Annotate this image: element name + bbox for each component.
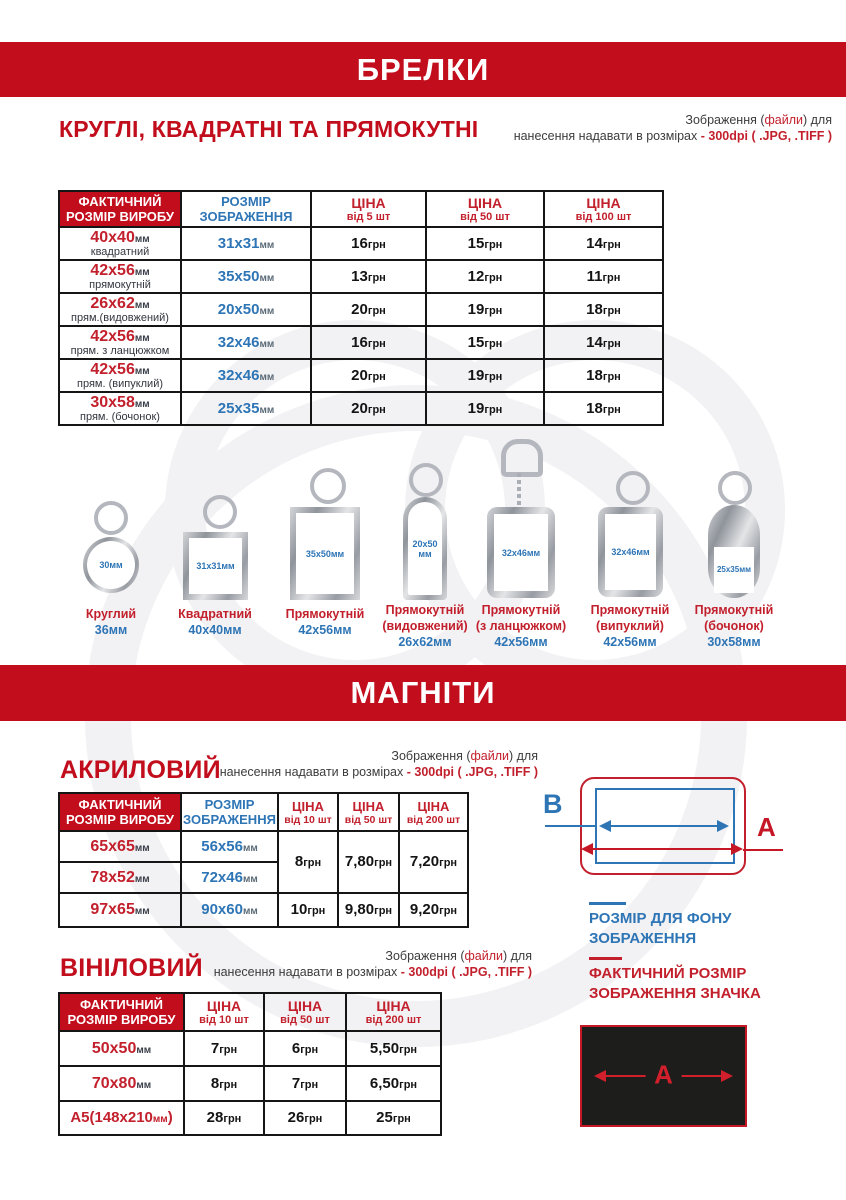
file-requirements-note-keychains: [472, 112, 832, 144]
keychains-banner-title: БРЕЛКИ: [356, 52, 490, 87]
header-image-size: РОЗМІР ЗОБРАЖЕННЯ: [181, 191, 311, 227]
cell-actual-size: 65x65мм: [59, 831, 181, 862]
cell-price: 18грн: [544, 293, 663, 326]
table-row: [59, 392, 663, 425]
inner-size-label: 32x46мм: [501, 547, 541, 558]
cell-price: 14грн: [544, 227, 663, 260]
cell-actual-size: 40x40мм квадратний: [59, 227, 181, 260]
file-requirements-note-acrylic: [218, 748, 538, 780]
legend-background-size: РОЗМІР ДЛЯ ФОНУ ЗОБРАЖЕННЯ: [589, 910, 732, 947]
cell-price: 13грн: [311, 260, 426, 293]
header-price-qty10: ЦІНА від 10 шт: [278, 793, 338, 831]
cell-actual-size: 78x52мм: [59, 862, 181, 893]
table-row: [59, 326, 663, 359]
magnets-section-banner: [0, 665, 846, 721]
cell-price: 15грн: [426, 326, 544, 359]
label-a: A: [645, 1059, 682, 1090]
table-row: [59, 831, 468, 862]
cell-price: 5,50грн: [346, 1031, 441, 1066]
inner-size-label: 31x31мм: [196, 561, 235, 571]
table-row: [59, 1031, 441, 1066]
item-size: 40x40мм: [188, 623, 242, 637]
cell-image-size: 32x46мм: [181, 359, 311, 392]
item-size: 26x62мм: [398, 635, 452, 649]
elongated-keychain-icon: [403, 497, 447, 600]
cell-price: 19грн: [426, 293, 544, 326]
chain-icon: [517, 473, 521, 507]
header-price-qty50: ЦІНА від 50 шт: [426, 191, 544, 227]
cell-image-size: 20x50мм: [181, 293, 311, 326]
header-actual-size: ФАКТИЧНИЙ РОЗМІР ВИРОБУ: [59, 191, 181, 227]
rect-keychain-icon: [290, 507, 360, 600]
keyring-icon: [616, 471, 650, 505]
header-actual-size: ФАКТИЧНИЙ РОЗМІР ВИРОБУ: [59, 993, 184, 1031]
magnets-banner-title: МАГНІТИ: [350, 675, 496, 710]
cell-price: 7грн: [184, 1031, 264, 1066]
item-name2: (видовжений): [382, 619, 468, 633]
table-row: [59, 227, 663, 260]
legend-actual-size: ФАКТИЧНИЙ РОЗМІР ЗОБРАЖЕННЯ ЗНАЧКА: [589, 965, 761, 1002]
cell-price: 19грн: [426, 359, 544, 392]
cell-price: 16грн: [311, 326, 426, 359]
cell-price: 20грн: [311, 359, 426, 392]
item-name: Прямокутній: [285, 607, 365, 621]
square-keychain-icon: [183, 532, 248, 600]
legend-red-swatch: [589, 957, 622, 960]
note-line2: нанесення надавати в розмірах - 300dpi ( .JPG, .TIFF ): [219, 765, 538, 779]
cell-price: 16грн: [311, 227, 426, 260]
convex-keychain-icon: [598, 507, 663, 597]
cell-price: 8грн: [184, 1066, 264, 1101]
header-price-qty5: ЦІНА від 5 шт: [311, 191, 426, 227]
inner-size-label: 25x35мм: [716, 565, 752, 574]
magnet-back-diagram: [580, 1025, 747, 1127]
cell-price: 19грн: [426, 392, 544, 425]
header-actual-size: ФАКТИЧНИЙ РОЗМІР ВИРОБУ: [59, 793, 181, 831]
header-image-size: РОЗМІР ЗОБРАЖЕННЯ: [181, 793, 278, 831]
cell-price: 20грн: [311, 293, 426, 326]
cell-price: 25грн: [346, 1101, 441, 1135]
cell-price: 26грн: [264, 1101, 346, 1135]
legend-blue-swatch: [589, 902, 626, 905]
item-name2: (випуклий): [596, 619, 664, 633]
cell-price: 10грн: [278, 893, 338, 927]
cell-price: 14грн: [544, 326, 663, 359]
label-a: A: [757, 812, 776, 842]
keyring-icon: [718, 471, 752, 505]
acrylic-title: АКРИЛОВИЙ: [60, 756, 221, 784]
cell-price: 15грн: [426, 227, 544, 260]
cell-actual-size: 97x65мм: [59, 893, 181, 927]
inner-size-label: 20x50 мм: [412, 538, 438, 559]
cell-actual-size: 30x58мм прям. (бочонок): [59, 392, 181, 425]
table-row: [59, 359, 663, 392]
item-size: 42x56мм: [603, 635, 657, 649]
note-line2: нанесення надавати в розмірах - 300dpi ( .JPG, .TIFF ): [213, 965, 532, 979]
round-keychain-icon: [83, 537, 139, 593]
chain-keychain-icon: [487, 507, 555, 598]
keyring-icon: [409, 463, 443, 497]
table-header-row: [59, 191, 663, 227]
item-name: Прямокутній: [590, 603, 670, 617]
cell-price: 18грн: [544, 359, 663, 392]
cell-price: 9,80грн: [338, 893, 399, 927]
cell-price: 12грн: [426, 260, 544, 293]
note-line1: Зображення (файли) для: [685, 113, 832, 127]
cell-price: 7грн: [264, 1066, 346, 1101]
item-size: 36мм: [94, 623, 128, 637]
inner-size-label: 30мм: [99, 560, 123, 570]
table-row: [59, 1101, 441, 1135]
item-name: Круглий: [85, 607, 137, 621]
cell-price: 11грн: [544, 260, 663, 293]
cell-image-size: 35x50мм: [181, 260, 311, 293]
cell-image-size: 25x35мм: [181, 392, 311, 425]
keyring-icon: [310, 468, 346, 504]
cell-image-size: 90x60мм: [181, 893, 278, 927]
note-line1: Зображення (файли) для: [385, 949, 532, 963]
header-price-qty100: ЦІНА від 100 шт: [544, 191, 663, 227]
item-size: 42x56мм: [494, 635, 548, 649]
file-requirements-note-vinyl: [212, 948, 532, 980]
header-price-qty50: ЦІНА від 50 шт: [338, 793, 399, 831]
table-row: [59, 1066, 441, 1101]
item-name: Прямокутній: [481, 603, 561, 617]
cell-image-size: 32x46мм: [181, 326, 311, 359]
item-name: Квадратний: [178, 607, 252, 621]
cell-image-size: 56x56мм: [181, 831, 278, 862]
cell-price: 6,50грн: [346, 1066, 441, 1101]
item-name2: (з ланцюжком): [475, 619, 567, 633]
table-header-row: [59, 793, 468, 831]
item-name: Прямокутній: [385, 603, 465, 617]
cell-image-size: 31x31мм: [181, 227, 311, 260]
cell-actual-size: A5(148x210мм): [59, 1101, 184, 1135]
b-pointer-line: [545, 825, 597, 827]
vinyl-price-table: [58, 992, 442, 1136]
cell-actual-size: 70x80мм: [59, 1066, 184, 1101]
keyring-icon: [203, 495, 237, 529]
cell-actual-size: 42x56мм прям. з ланцюжком: [59, 326, 181, 359]
header-price-qty50: ЦІНА від 50 шт: [264, 993, 346, 1031]
cell-actual-size: 42x56мм прям. (випуклий): [59, 359, 181, 392]
cell-price: 6грн: [264, 1031, 346, 1066]
item-size: 42x56мм: [298, 623, 352, 637]
table-row: [59, 260, 663, 293]
cell-price: 20грн: [311, 392, 426, 425]
cell-price-merged: 7,80грн: [338, 831, 399, 893]
table-header-row: [59, 993, 441, 1031]
keychains-section-banner: [0, 42, 846, 97]
acrylic-price-table: [58, 792, 469, 928]
cell-actual-size: 42x56мм прямокутній: [59, 260, 181, 293]
header-price-qty200: ЦІНА від 200 шт: [346, 993, 441, 1031]
cell-price: 18грн: [544, 392, 663, 425]
item-name2: (бочонок): [704, 619, 764, 633]
note-line1: Зображення (файли) для: [391, 749, 538, 763]
a-pointer-line: [743, 849, 783, 851]
barrel-keychain-icon: [708, 505, 760, 598]
cell-price: 9,20грн: [399, 893, 468, 927]
table-row: [59, 293, 663, 326]
d-ring-icon: [501, 439, 543, 477]
keychains-headline: КРУГЛІ, КВАДРАТНІ ТА ПРЯМОКУТНІ: [59, 116, 479, 142]
cell-actual-size: 26x62мм прям.(видовжений): [59, 293, 181, 326]
note-line2: нанесення надавати в розмірах - 300dpi ( .JPG, .TIFF ): [513, 129, 832, 143]
header-price-qty200: ЦІНА від 200 шт: [399, 793, 468, 831]
inner-size-label: 35x50мм: [305, 548, 345, 559]
cell-actual-size: 50x50мм: [59, 1031, 184, 1066]
cell-image-size: 72x46мм: [181, 862, 278, 893]
cell-price-merged: 7,20грн: [399, 831, 468, 893]
table-row: [59, 893, 468, 927]
vinyl-title: ВІНІЛОВИЙ: [60, 954, 203, 982]
keyring-icon: [94, 501, 128, 535]
item-size: 30x58мм: [707, 635, 761, 649]
header-price-qty10: ЦІНА від 10 шт: [184, 993, 264, 1031]
cell-price-merged: 8грн: [278, 831, 338, 893]
cell-price: 28грн: [184, 1101, 264, 1135]
keychain-price-table: [58, 190, 664, 426]
label-b: B: [543, 789, 563, 819]
inner-size-label: 32x46мм: [611, 547, 650, 557]
item-name: Прямокутній: [694, 603, 774, 617]
